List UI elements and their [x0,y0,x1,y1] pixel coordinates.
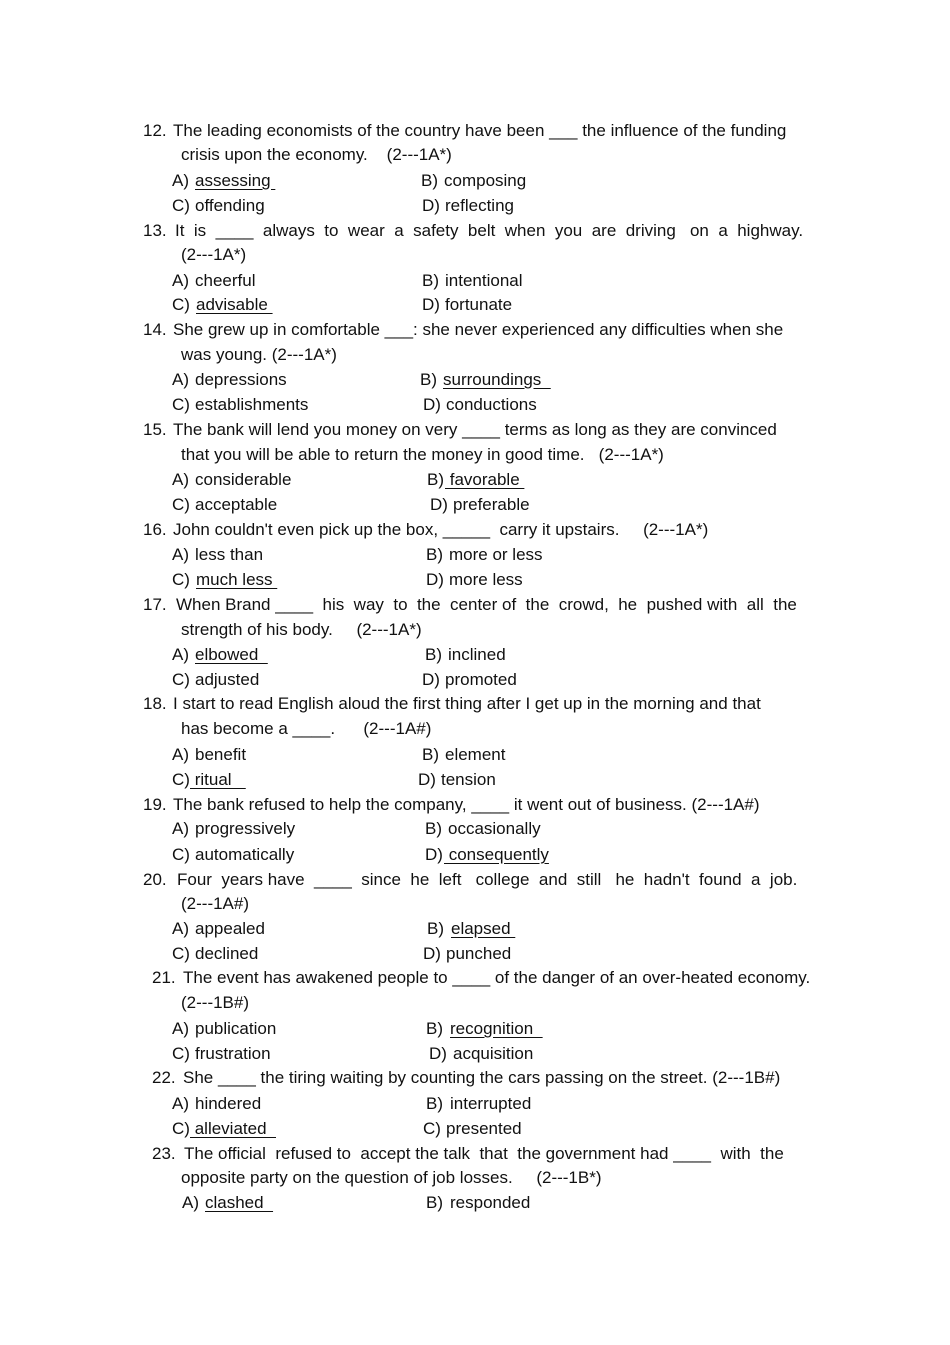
answer-option-text: favorable [445,470,525,489]
option-label: B) [422,745,439,764]
option-label: C) [172,770,190,789]
option-label: D) [422,670,440,689]
option-label: C) [172,495,190,514]
question-number: 16. [143,520,167,539]
option-text: progressively [195,819,296,838]
question-text: crisis upon the economy. (2---1A*) [181,145,452,164]
answer-option-text: clashed [205,1193,274,1212]
question-text: The leading economists of the country have been ___ the influence of the funding [173,121,787,140]
question-text: She ____ the tiring waiting by counting the cars passing on the street. (2---1B#) [183,1068,781,1087]
option-label: A) [172,271,189,290]
option-text: more or less [449,545,543,564]
question-text: (2---1A#) [181,894,250,913]
option-label: C) [172,570,190,589]
option-label: A) [172,470,189,489]
question-number: 13. [143,221,167,240]
answer-option-text: elbowed [195,645,268,664]
option-text: composing [444,171,527,190]
question-text: She grew up in comfortable ___: she never experienced any difficulties when she [173,320,784,339]
option-label: B) [426,1193,443,1212]
option-text: intentional [445,271,523,290]
question-text: The official refused to accept the talk that the government had ____ with the [184,1144,784,1163]
option-label: A) [172,370,189,389]
option-label: D) [429,1044,447,1063]
question-text: It is ____ always to wear a safety belt when you are driving on a highway. [175,221,804,240]
question-number: 18. [143,694,167,713]
option-label: C) [172,845,190,864]
answer-option-text: assessing [195,171,276,190]
option-label: A) [172,745,189,764]
answer-option-text: surroundings [443,370,551,389]
option-label: A) [172,1019,189,1038]
option-text: punched [446,944,512,963]
option-label: C) [172,670,190,689]
option-label: D) [423,395,441,414]
question-number: 17. [143,595,167,614]
question-number: 22. [152,1068,176,1087]
option-text: appealed [195,919,265,938]
question-number: 21. [152,968,176,987]
option-label: D) [423,944,441,963]
option-text: fortunate [445,295,513,314]
answer-option-text: ritual [190,770,246,789]
answer-option-text: recognition [450,1019,543,1038]
option-text: depressions [195,370,287,389]
option-text: hindered [195,1094,262,1113]
option-text: publication [195,1019,277,1038]
option-label: D) [425,845,443,864]
question-number: 19. [143,795,167,814]
option-text: establishments [195,395,309,414]
option-text: presented [446,1119,522,1138]
option-text: interrupted [450,1094,532,1113]
option-label: C) [172,1119,190,1138]
question-number: 23. [152,1144,176,1163]
option-label: B) [426,1019,443,1038]
question-text: strength of his body. (2---1A*) [181,620,422,639]
option-label: A) [172,645,189,664]
option-label: B) [425,645,442,664]
option-text: acceptable [195,495,278,514]
option-label: B) [420,370,437,389]
option-label: A) [172,819,189,838]
question-text: The event has awakened people to ____ of the danger of an over-heated economy. [183,968,811,987]
option-label: B) [425,819,442,838]
option-label: C) [172,944,190,963]
option-label: B) [422,271,439,290]
option-text: benefit [195,745,247,764]
question-text: The bank refused to help the company, ____ it went out of business. (2---1A#) [173,795,760,814]
option-label: B) [426,1094,443,1113]
option-label: B) [427,919,444,938]
question-text: has become a ____. (2---1A#) [181,719,432,738]
option-label: D) [422,196,440,215]
question-number: 12. [143,121,167,140]
option-text: responded [450,1193,531,1212]
option-label: C) [172,196,190,215]
question-text: I start to read English aloud the first thing after I get up in the morning and that [173,694,761,713]
option-label: C) [423,1119,441,1138]
option-text: element [445,745,506,764]
option-text: more less [449,570,523,589]
option-label: A) [172,1094,189,1113]
answer-option-text: advisable [196,295,273,314]
question-text: The bank will lend you money on very ____ terms as long as they are convinced [173,420,777,439]
question-text: Four years have ____ since he left college and still he hadn't found a job. [177,870,798,889]
answer-option-text: consequently [444,845,549,864]
answer-option-text: elapsed [451,919,516,938]
question-text: John couldn't even pick up the box, _____ carry it upstairs. (2---1A*) [173,520,709,539]
option-text: cheerful [195,271,256,290]
question-text: that you will be able to return the money in good time. (2---1A*) [181,445,664,464]
option-label: A) [172,919,189,938]
option-label: C) [172,395,190,414]
option-text: adjusted [195,670,260,689]
option-label: A) [172,171,189,190]
option-text: conductions [446,395,537,414]
option-text: preferable [453,495,530,514]
option-label: B) [426,545,443,564]
option-label: D) [426,570,444,589]
option-text: offending [195,196,265,215]
option-text: automatically [195,845,295,864]
option-text: frustration [195,1044,271,1063]
answer-option-text: alleviated [190,1119,276,1138]
option-label: A) [182,1193,199,1212]
option-label: B) [421,171,438,190]
question-text: was young. (2---1A*) [181,345,337,364]
option-text: reflecting [445,196,514,215]
option-label: C) [172,295,190,314]
option-text: occasionally [448,819,541,838]
question-number: 14. [143,320,167,339]
option-label: A) [172,545,189,564]
option-text: promoted [445,670,517,689]
option-text: declined [195,944,259,963]
option-text: acquisition [453,1044,534,1063]
option-label: B) [427,470,444,489]
option-label: D) [422,295,440,314]
option-text: inclined [448,645,506,664]
option-label: C) [172,1044,190,1063]
question-text: opposite party on the question of job losses. (2---1B*) [181,1168,602,1187]
option-text: tension [441,770,496,789]
option-label: D) [430,495,448,514]
answer-option-text: much less [196,570,278,589]
option-label: D) [418,770,436,789]
question-text: When Brand ____ his way to the center of the crowd, he pushed with all the [176,595,797,614]
question-number: 20. [143,870,167,889]
question-number: 15. [143,420,167,439]
question-text: (2---1A*) [181,245,247,264]
option-text: considerable [195,470,292,489]
option-text: less than [195,545,264,564]
question-text: (2---1B#) [181,993,250,1012]
